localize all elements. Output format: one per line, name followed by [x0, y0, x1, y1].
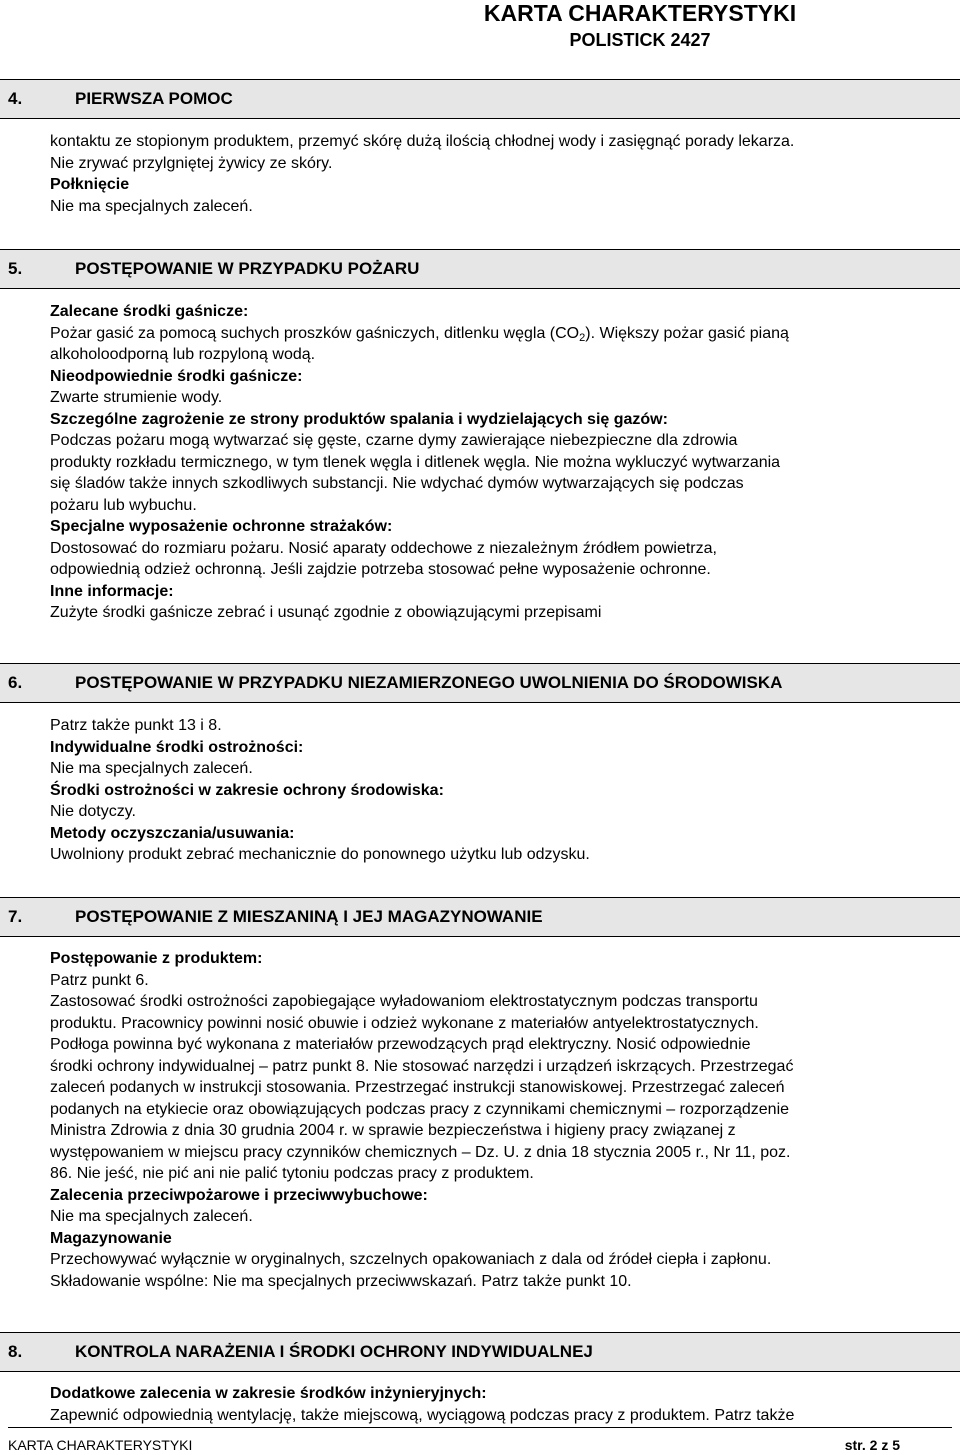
document-header [320, 0, 960, 51]
paragraph-line: zaleceń podanych w instrukcji stosowania. Przestrzegać instrukcji stanowiskowej. Przestrzegać zaleceń [50, 1079, 785, 1096]
paragraph-line: alkoholoodporną lub rozpyloną wodą. [50, 346, 316, 363]
subheading: Zalecane środki gaśnicze: [50, 303, 249, 320]
paragraph-line: Patrz punkt 6. [50, 971, 149, 989]
section-title: POSTĘPOWANIE W PRZYPADKU NIEZAMIERZONEGO UWOLNIENIA DO ŚRODOWISKA [75, 673, 783, 692]
paragraph-line: Podłoga powinna być wykonana z materiałów przewodzących prąd elektryczny. Nosić odpowiednie [50, 1036, 751, 1053]
paragraph-line: 86. Nie jeść, nie pić ani nie palić tytoniu podczas pracy z produktem. [50, 1165, 534, 1182]
section-title: PIERWSZA POMOC [75, 89, 233, 108]
section-8-body [50, 1383, 945, 1426]
paragraph-line [50, 323, 945, 345]
subheading: Indywidualne środki ostrożności: [50, 738, 304, 756]
section-number: 5. [8, 259, 23, 278]
paragraph-line: Nie ma specjalnych zaleceń. [50, 197, 253, 215]
section-title: POSTĘPOWANIE Z MIESZANINĄ I JEJ MAGAZYNOWANIE [75, 907, 543, 926]
section-title: KONTROLA NARAŻENIA I ŚRODKI OCHRONY INDYWIDUALNEJ [75, 1342, 593, 1361]
section-7-body [50, 948, 945, 1292]
paragraph-line: produktu. Pracownicy powinni nosić obuwie i odzież wykonane z materiałów antyelektrostatycznych. [50, 1014, 759, 1032]
paragraph-line: produkty rozkładu termicznego, w tym tlenek węgla i ditlenek węgla. Nie można wykluczyć wytwarzania [50, 453, 781, 471]
paragraph-line: Podczas pożaru mogą wytwarzać się gęste, czarne dymy zawierające niebezpieczne dla zdrowia [50, 432, 738, 449]
page-number: str. 2 z 5 [844, 1437, 900, 1453]
subheading: Szczególne zagrożenie ze strony produktów spalania i wydzielających się gazów: [50, 410, 668, 428]
paragraph-line: Zużyte środki gaśnicze zebrać i usunąć zgodnie z obowiązującymi przepisami [50, 604, 602, 621]
section-number: 8. [8, 1342, 23, 1361]
subheading: Dodatkowe zalecenia w zakresie środków inżynieryjnych: [50, 1385, 487, 1402]
paragraph-line: się śladów także innych szkodliwych substancji. Nie wdychać dymów wytwarzających się podczas [50, 475, 744, 492]
footer-document-type: KARTA CHARAKTERYSTYKI [8, 1437, 193, 1453]
section-number: 6. [8, 673, 23, 692]
text-run: Pożar gasić za pomocą suchych proszków gaśniczych, ditlenku węgla (CO [50, 324, 580, 342]
footer-divider [8, 1427, 952, 1428]
subheading: Metody oczyszczania/usuwania: [50, 824, 295, 842]
paragraph-line: występowaniem w miejscu pracy czynników chemicznych – Dz. U. z dnia 18 stycznia 2005 r., Nr 11, poz. [50, 1143, 791, 1161]
paragraph-line: Przechowywać wyłącznie w oryginalnych, szczelnych opakowaniach z dala od źródeł ciepła i zapłonu. [50, 1251, 772, 1268]
paragraph-line: Ministra Zdrowia z dnia 30 grudnia 2004 r. w sprawie bezpieczeństwa i higieny pracy związanej z [50, 1122, 736, 1139]
paragraph-line: Nie ma specjalnych zaleceń. [50, 1208, 253, 1225]
paragraph-line: podanych na etykiecie oraz obowiązujących podczas pracy z czynnikami chemicznymi – rozporządzenie [50, 1100, 790, 1118]
paragraph-line: Zapewnić odpowiednią wentylację, także miejscową, wyciągową podczas pracy z produktem. Patrz także [50, 1406, 795, 1424]
paragraph-line: kontaktu ze stopionym produktem, przemyć skórę dużą ilością chłodnej wody i zasięgnąć porady lekarza. [50, 133, 795, 150]
product-name: POLISTICK 2427 [569, 30, 711, 50]
paragraph-line: Nie dotyczy. [50, 803, 136, 820]
subheading: Specjalne wyposażenie ochronne strażaków: [50, 518, 393, 535]
paragraph-line: środki ochrony indywidualnej – patrz punkt 8. Nie stosować narzędzi i urządzeń iskrzących. Przestrzegać [50, 1057, 794, 1075]
paragraph-line: Uwolniony produkt zebrać mechanicznie do ponownego użytku lub odzysku. [50, 846, 590, 863]
subheading: Połknięcie [50, 176, 130, 193]
paragraph-line: Patrz także punkt 13 i 8. [50, 717, 222, 734]
subheading: Postępowanie z produktem: [50, 950, 263, 967]
section-title: POSTĘPOWANIE W PRZYPADKU POŻARU [75, 259, 420, 278]
section-number: 4. [8, 89, 23, 108]
paragraph-line: Nie zrywać przylgniętej żywicy ze skóry. [50, 154, 333, 172]
paragraph-line: Zastosować środki ostrożności zapobiegające wyładowaniom elektrostatycznym podczas transportu [50, 993, 758, 1010]
subheading: Magazynowanie [50, 1229, 172, 1247]
subheading: Środki ostrożności w zakresie ochrony środowiska: [50, 781, 444, 799]
section-number: 7. [8, 907, 23, 926]
section-4-body [50, 131, 945, 217]
subscript: 2 [579, 331, 586, 344]
subheading: Zalecenia przeciwpożarowe i przeciwwybuchowe: [50, 1186, 428, 1204]
paragraph-line: Składowanie wspólne: Nie ma specjalnych przeciwwskazań. Patrz także punkt 10. [50, 1272, 632, 1290]
paragraph-line: pożaru lub wybuchu. [50, 496, 197, 514]
paragraph-line: Zwarte strumienie wody. [50, 389, 223, 406]
paragraph-line: Nie ma specjalnych zaleceń. [50, 760, 253, 777]
subheading: Nieodpowiednie środki gaśnicze: [50, 367, 303, 385]
section-6-body [50, 715, 945, 866]
subheading: Inne informacje: [50, 582, 174, 600]
document-title: KARTA CHARAKTERYSTYKI [483, 0, 797, 26]
text-run: ). Większy pożar gasić pianą [585, 324, 789, 342]
section-5-body [50, 301, 945, 624]
paragraph-line: odpowiednią odzież ochronną. Jeśli zajdzie potrzeba stosować pełne wyposażenie ochronne. [50, 561, 711, 578]
paragraph-line: Dostosować do rozmiaru pożaru. Nosić aparaty oddechowe z niezależnym źródłem powietrza, [50, 539, 717, 557]
